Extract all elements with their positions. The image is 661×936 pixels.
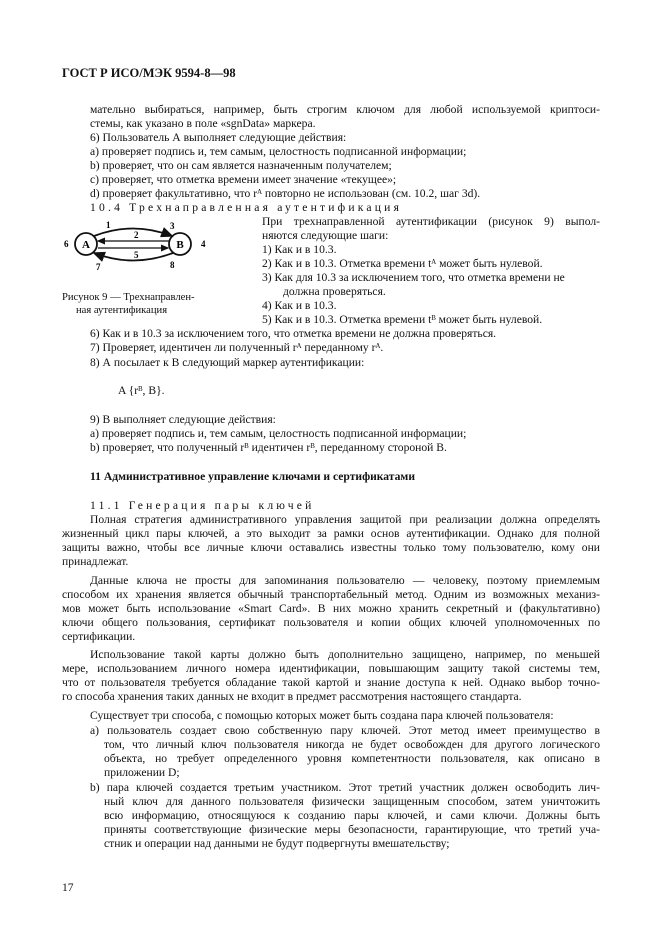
section-heading-11-1: 11.1 Генерация пары ключей	[90, 499, 315, 512]
list-item: 1) Как и в 10.3.	[262, 243, 337, 256]
diagram-label: 5	[134, 250, 139, 260]
paragraph-line: ключи общего пользования, сертификат пользователя и копии общих ключей уполномоченных по	[62, 616, 600, 629]
paragraph-line: что от пользователя требуется обладание такой картой и знание доступа к ней. Однако выбор точно-	[62, 676, 600, 689]
list-item: b) проверяет, что полученный rᴮ идентичен rᴮ, переданному стороной В.	[90, 441, 447, 454]
section-heading-10-4: 10.4 Трехнаправленная аутентификация	[90, 201, 403, 214]
paragraph-line: защиты важно, чтобы все личные ключи оставались известны только тому пользователю, кому они	[62, 541, 600, 554]
document-header: ГОСТ Р ИСО/МЭК 9594-8—98	[62, 66, 236, 80]
list-item: d) проверяет факультативно, что rᴬ повторно не использован (см. 10.2, шаг 3d).	[90, 187, 481, 200]
list-item: 6) Как и в 10.3 за исключением того, что отметка времени не должна проверяться.	[90, 327, 497, 340]
text-line: няются следующие шаги:	[262, 229, 389, 242]
token-formula: A {rᴮ, B}.	[118, 384, 165, 397]
paragraph-line: мере, использованием личного номера идентификации, повышающим защиту такой системы тем,	[62, 662, 600, 675]
list-item: a) проверяет подпись и, тем самым, целостность подписанной информации;	[90, 427, 467, 440]
paragraph-line: сертификации.	[62, 630, 136, 643]
diagram-label: 1	[106, 220, 111, 230]
paragraph-line: жизненный цикл пары ключей, а это выходит за рамки основ аутентификации. Однако для полной	[62, 527, 600, 540]
list-item: 9) В выполняет следующие действия:	[90, 413, 276, 426]
paragraph-line: принадлежат.	[62, 555, 129, 568]
list-item: c) проверяет, что отметка времени имеет значение «текущее»;	[90, 173, 397, 186]
list-item: 6) Пользователь А выполняет следующие действия:	[90, 131, 347, 144]
diagram-label: 4	[201, 239, 206, 249]
diagram-label: 7	[96, 262, 101, 272]
list-item-continuation: приняты соответствующие физические меры безопасности, гарантирующие, что третий уча-	[104, 823, 600, 836]
paragraph-line: го способа хранения таких данных не входит в предмет рассмотрения настоящего стандарта.	[62, 690, 522, 703]
list-item: 3) Как для 10.3 за исключением того, что отметка времени не	[262, 271, 565, 284]
list-item: a) проверяет подпись и, тем самым, целостность подписанной информации;	[90, 145, 467, 158]
list-item: b) проверяет, что он сам является назначенным получателем;	[90, 159, 392, 172]
section-heading-11: 11 Административное управление ключами и сертификатами	[90, 470, 416, 483]
text-line: При трехнаправленной аутентификации (рисунок 9) выпол-	[262, 215, 600, 228]
diagram-label: 2	[134, 230, 139, 240]
list-item: 7) Проверяет, идентичен ли полученный rᴬ переданному rᴬ.	[90, 341, 384, 354]
page-number: 17	[62, 881, 74, 894]
paragraph-line: способом их хранения является обычный транспортабельный метод. Одним из возможных механиз-	[62, 588, 600, 601]
diagram-label: 3	[170, 221, 175, 231]
list-item: b) пара ключей создается третьим участником. Этот третий участник должен освободить лич-	[90, 781, 600, 794]
figure-caption-line1: Рисунок 9 — Трехнаправлен-	[62, 292, 195, 303]
paragraph-line: мов может быть использование «Smart Card». В них можно хранить секретный и (факультативно)	[62, 602, 600, 615]
list-item-continuation: объекта, но требует определенного уровня компетентности пользователя, как описано в	[104, 752, 600, 765]
list-item: 5) Как и в 10.3. Отметка времени tᴮ может быть нулевой.	[262, 313, 543, 326]
list-item: 8) А посылает к В следующий маркер аутентификации:	[90, 356, 365, 369]
list-item: a) пользователь создает свою собственную пару ключей. Этот метод имеет преимущество в	[90, 724, 600, 737]
list-item-continuation: стник и операции над данными не будут подвергнуты вмешательству;	[104, 837, 450, 850]
diagram-label: 6	[64, 239, 69, 249]
paragraph-line: Данные ключа не просты для запоминания пользователю — человеку, поэтому приемлемым	[90, 574, 600, 587]
paragraph-line: Существует три способа, с помощью которых может быть создана пара ключей пользователя:	[90, 709, 554, 722]
list-item-continuation: приложении D;	[104, 766, 180, 779]
list-item-continuation: всю информацию, относящуюся к созданию пары ключей, и сами ключи. Должны быть	[104, 809, 600, 822]
authentication-diagram	[58, 218, 218, 274]
node-b-label: B	[176, 239, 184, 251]
list-item: 4) Как и в 10.3.	[262, 299, 337, 312]
list-item-continuation: ный ключ для данного пользователя физически защищенным способом, затем уничтожить	[104, 795, 600, 808]
text-line: стемы, как указано в поле «sgnData» маркера.	[90, 117, 316, 130]
node-a-label: A	[82, 239, 90, 251]
paragraph-line: Полная стратегия административного управления защитой при реализации должна определять	[90, 513, 600, 526]
figure-caption-line2: ная аутентификация	[76, 305, 168, 316]
list-item-continuation: том, что личный ключ пользователя никогда не будет освобожден для другого логического	[104, 738, 600, 751]
diagram-label: 8	[170, 260, 175, 270]
list-item-continuation: должна проверяться.	[283, 285, 386, 298]
paragraph-line: Использование такой карты должно быть дополнительно защищено, например, по меньшей	[90, 648, 600, 661]
list-item: 2) Как и в 10.3. Отметка времени tᴬ может быть нулевой.	[262, 257, 543, 270]
text-line: мательно выбираться, например, быть строгим ключом для любой используемой криптоси-	[90, 103, 600, 116]
